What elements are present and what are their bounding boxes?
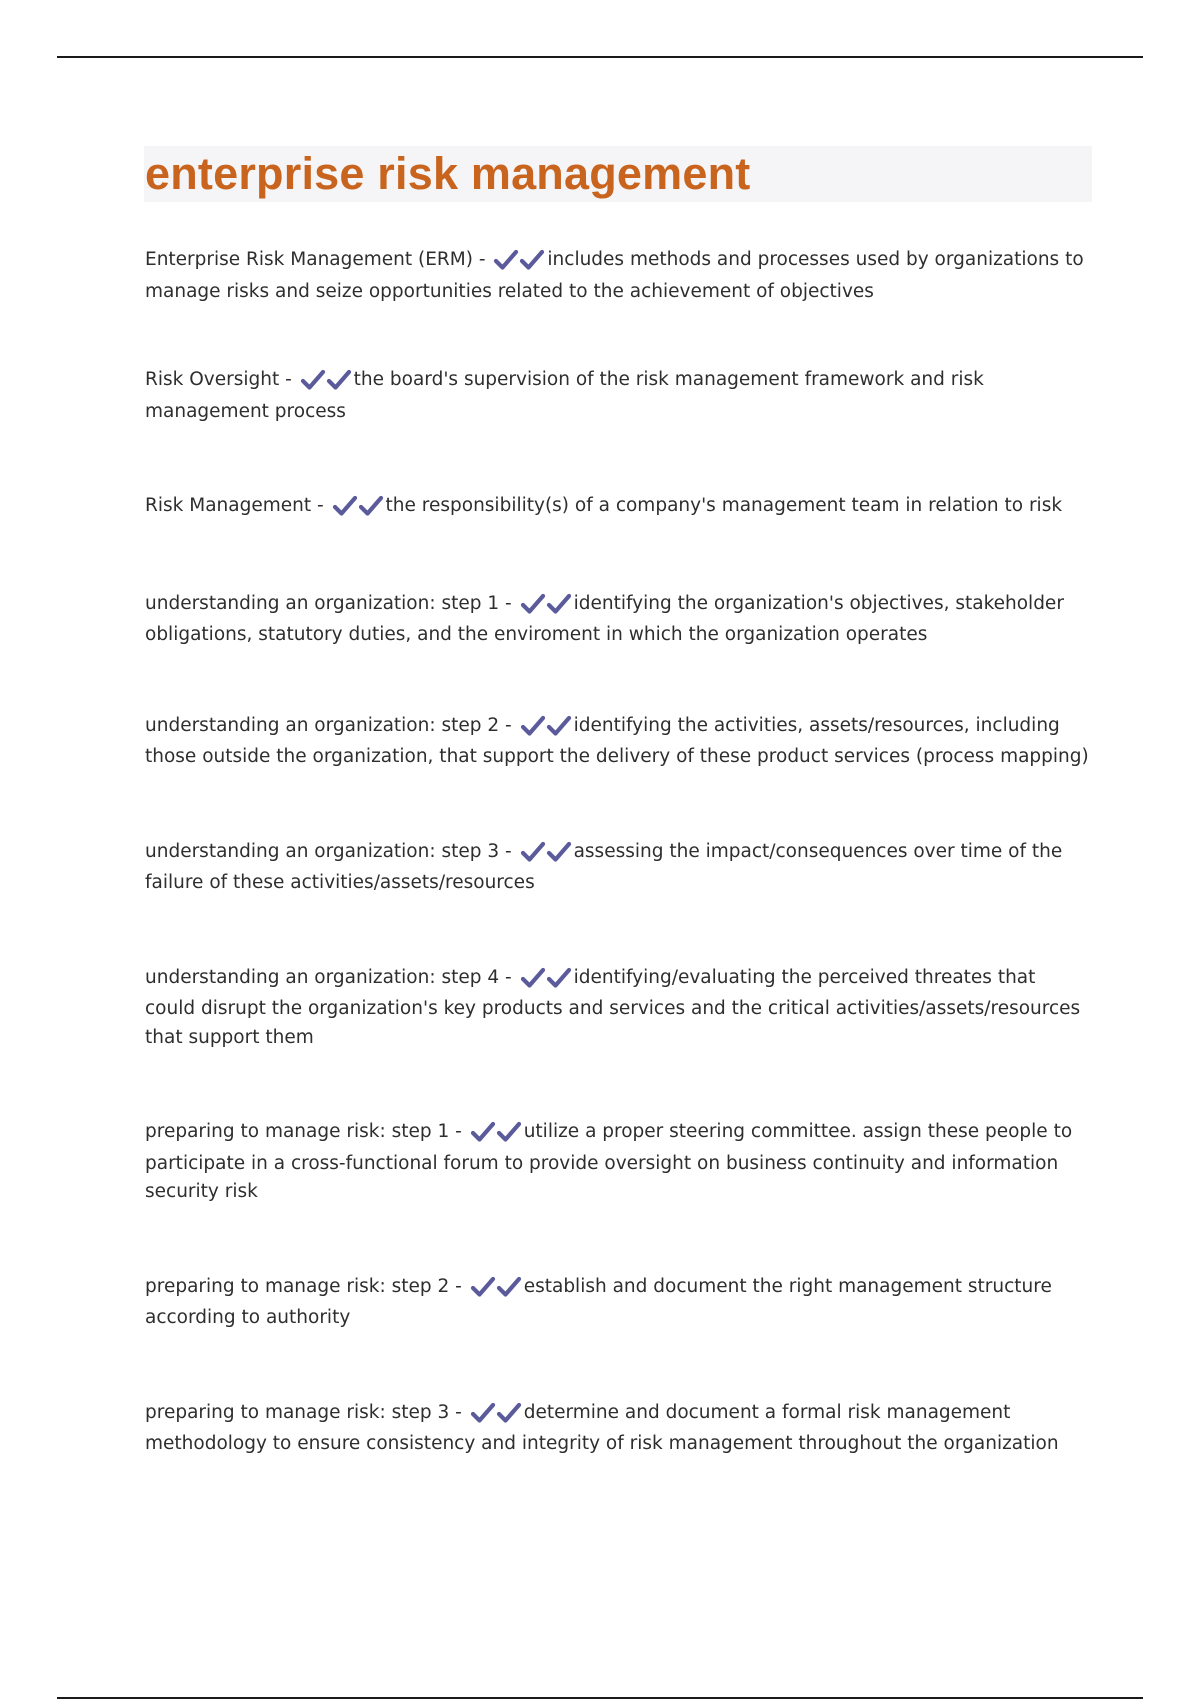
list-item [145, 964, 1090, 1053]
list-item [145, 838, 1090, 898]
check-icon [470, 1402, 496, 1424]
list-item [145, 712, 1090, 772]
check-icon [520, 841, 546, 863]
entry-term: understanding an organization: step 1 - [145, 592, 512, 614]
check-marks [470, 1276, 522, 1305]
check-marks [470, 1402, 522, 1431]
entry-term: preparing to manage risk: step 3 - [145, 1401, 462, 1423]
list-item [145, 492, 1090, 524]
entry-definition: identifying/evaluating the perceived threates that could disrupt the organization's key products and services and the critical activities/assets/resources that support them [145, 966, 1081, 1048]
entry-term: Risk Oversight - [145, 369, 292, 390]
check-marks [520, 593, 572, 622]
check-marks [493, 249, 545, 278]
entry-term: understanding an organization: step 3 - [145, 840, 512, 862]
top-divider [57, 56, 1143, 58]
check-icon [493, 249, 519, 271]
check-icon [520, 715, 546, 737]
check-icon [326, 369, 352, 391]
check-icon [300, 369, 326, 391]
bottom-divider [57, 1697, 1143, 1699]
check-marks [520, 715, 572, 744]
check-marks [470, 1121, 522, 1150]
entry-definition: identifying the activities, assets/resources, including those outside the organization, that support the delivery of these product services (process mapping) [145, 714, 1089, 767]
entry-term: understanding an organization: step 2 - [145, 714, 512, 736]
entry-definition: the board's supervision of the risk management framework and risk management process [145, 369, 984, 422]
check-marks [332, 495, 384, 524]
check-marks [520, 841, 572, 870]
entry-definition: utilize a proper steering committee. assign these people to participate in a cross-functional forum to provide oversight on business continuity and information security risk [145, 1121, 1073, 1202]
entry-definition: includes methods and processes used by organizations to manage risks and seize opportunities related to the achievement of objectives [145, 249, 1084, 302]
check-icon [546, 967, 572, 989]
entry-definition: identifying the organization's objectives, stakeholder obligations, statutory duties, and the enviroment in which the organization operates [145, 592, 1064, 645]
check-icon [470, 1121, 496, 1143]
check-icon [496, 1276, 522, 1298]
check-icon [520, 593, 546, 615]
entry-term: preparing to manage risk: step 2 - [145, 1275, 462, 1297]
check-icon [519, 249, 545, 271]
check-icon [520, 967, 546, 989]
check-icon [496, 1402, 522, 1424]
entry-term: Risk Management - [145, 495, 324, 516]
list-item [145, 590, 1090, 650]
entry-definition: assessing the impact/consequences over time of the failure of these activities/assets/resources [145, 840, 1063, 893]
check-icon [358, 495, 384, 517]
entry-term: understanding an organization: step 4 - [145, 966, 512, 988]
check-marks [300, 369, 352, 398]
entry-term: preparing to manage risk: step 1 - [145, 1121, 462, 1142]
check-icon [470, 1276, 496, 1298]
check-icon [546, 593, 572, 615]
entry-term: Enterprise Risk Management (ERM) - [145, 249, 486, 270]
entry-definition: establish and document the right management structure according to authority [145, 1275, 1052, 1328]
list-item [145, 246, 1090, 306]
list-item [145, 1273, 1090, 1333]
check-icon [496, 1121, 522, 1143]
list-item [145, 366, 1090, 426]
check-icon [332, 495, 358, 517]
list-item [145, 1118, 1090, 1207]
entry-definition: the responsibility(s) of a company's management team in relation to risk [385, 495, 1063, 516]
check-icon [546, 715, 572, 737]
entry-definition: determine and document a formal risk management methodology to ensure consistency and integrity of risk management throughout the organization [145, 1401, 1059, 1454]
flashcard-list [145, 246, 1090, 1459]
check-marks [520, 967, 572, 996]
page-title: enterprise risk management [145, 148, 751, 199]
check-icon [546, 841, 572, 863]
list-item [145, 1399, 1090, 1459]
